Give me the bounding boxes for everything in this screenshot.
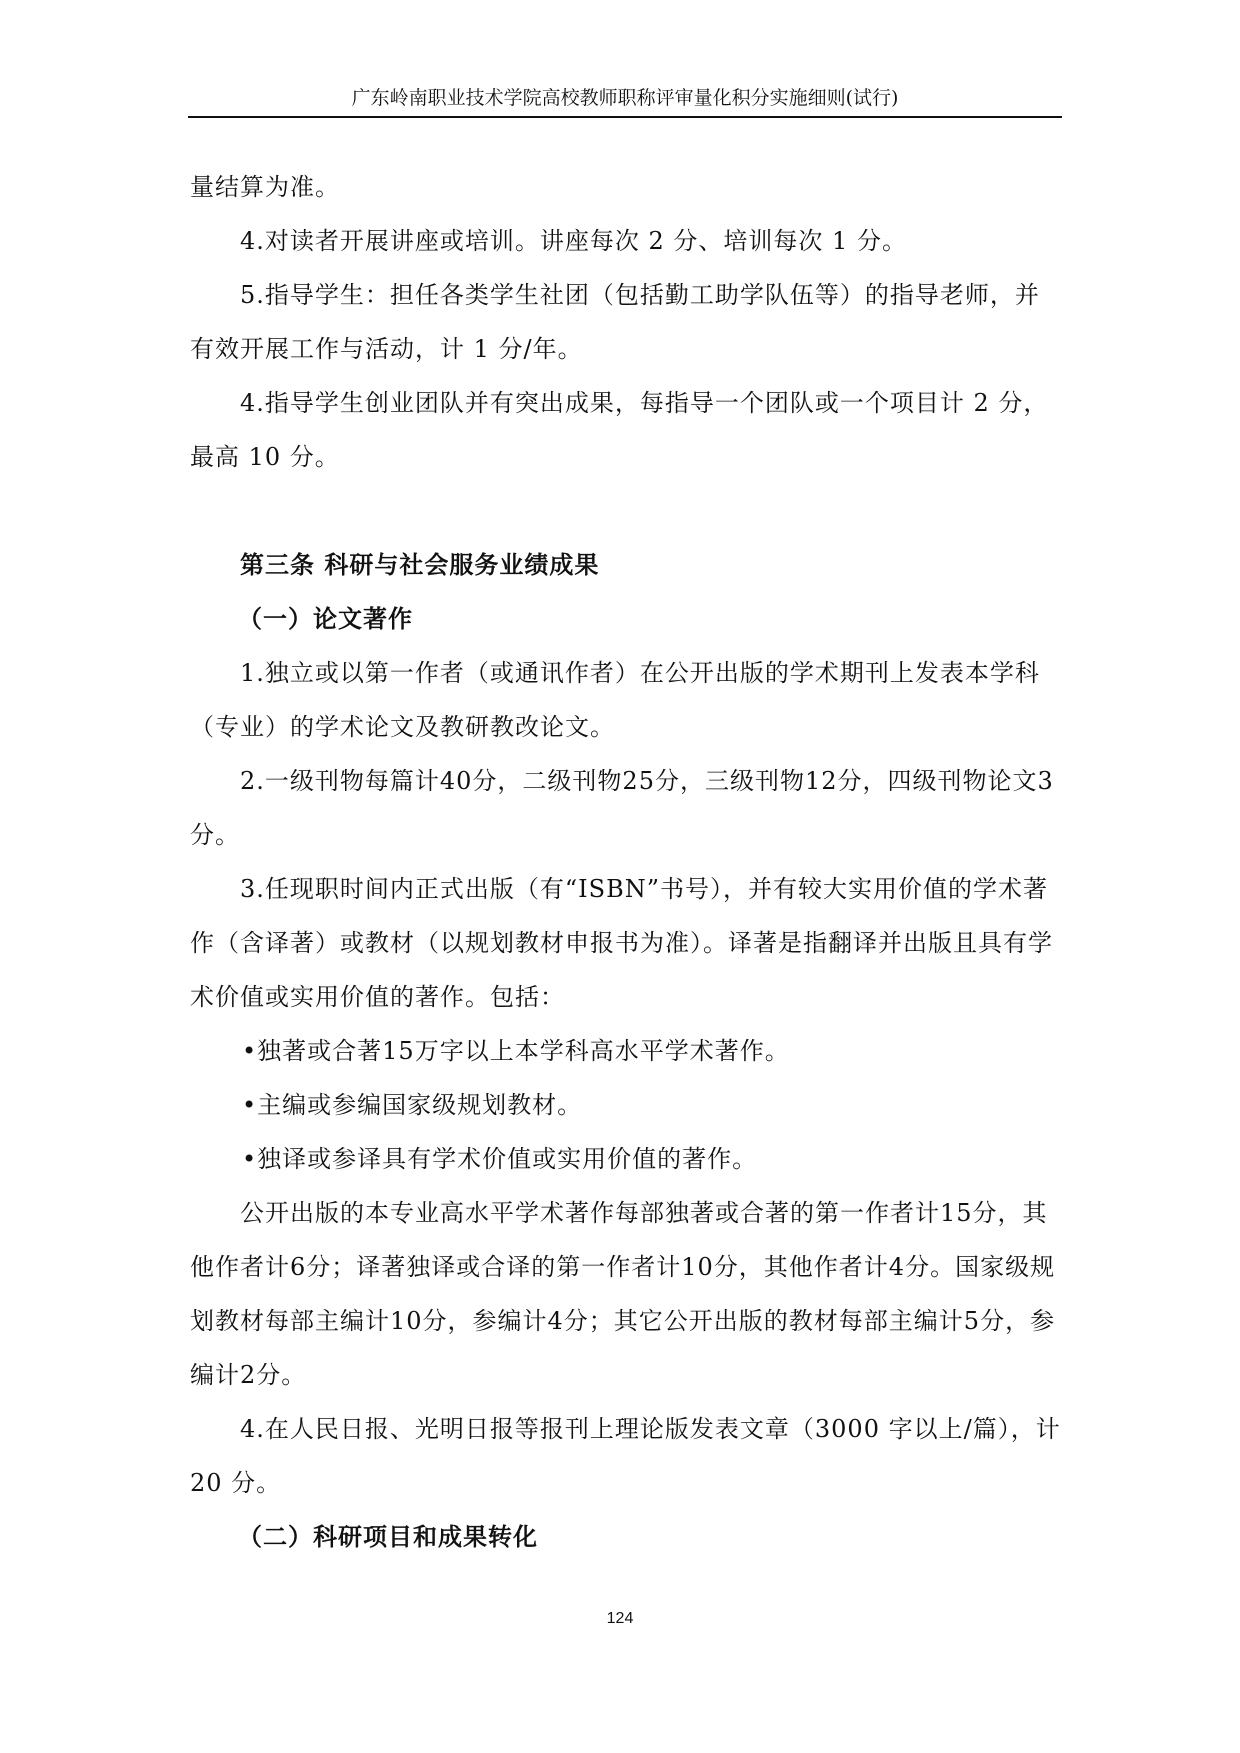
paragraph-book-scores-line3: 划教材每部主编计10分，参编计4分；其它公开出版的教材每部主编计5分，参 — [190, 1307, 1056, 1335]
article-heading: 第三条 科研与社会服务业绩成果 — [240, 550, 600, 579]
paragraph-books-line2: 作（含译著）或教材（以规划教材申报书为准）。译著是指翻译并出版且具有学 — [190, 929, 1053, 957]
bullet-item: •独著或合著15万字以上本学科高水平学术著作。 — [242, 1037, 790, 1065]
paragraph-startup-teams-line2: 最高 10 分。 — [190, 443, 340, 471]
paragraph-book-scores-line4: 编计2分。 — [190, 1361, 307, 1389]
header-rule — [188, 116, 1062, 118]
bullet-item: •主编或参编国家级规划教材。 — [242, 1091, 583, 1119]
paragraph-continuation: 量结算为准。 — [190, 173, 340, 201]
paragraph-journal-scores-line1: 2.一级刊物每篇计40分，二级刊物25分，三级刊物12分，四级刊物论文3 — [240, 767, 1054, 795]
paragraph-papers-line1: 1.独立或以第一作者（或通讯作者）在公开出版的学术期刊上发表本学科 — [240, 659, 1040, 687]
spacer — [190, 484, 1056, 538]
section-heading-research-projects: （二）科研项目和成果转化 — [238, 1522, 538, 1551]
paragraph-papers-line2: （专业）的学术论文及教研教改论文。 — [190, 713, 615, 741]
paragraph-newspaper-line1: 4.在人民日报、光明日报等报刊上理论版发表文章（3000 字以上/篇），计 — [240, 1415, 1061, 1443]
paragraph-lectures: 4.对读者开展讲座或培训。讲座每次 2 分、培训每次 1 分。 — [240, 227, 907, 255]
paragraph-book-scores-line1: 公开出版的本专业高水平学术著作每部独著或合著的第一作者计15分，其 — [240, 1199, 1048, 1227]
bullet-item: •独译或参译具有学术价值或实用价值的著作。 — [242, 1145, 758, 1173]
paragraph-book-scores-line2: 他作者计6分；译著独译或合译的第一作者计10分，其他作者计4分。国家级规 — [190, 1253, 1056, 1281]
paragraph-books-line3: 术价值或实用价值的著作。包括： — [190, 983, 565, 1011]
section-heading-papers: （一）论文著作 — [238, 604, 413, 633]
paragraph-journal-scores-line2: 分。 — [190, 821, 240, 849]
running-header: 广东岭南职业技术学院高校教师职称评审量化积分实施细则(试行) — [351, 87, 899, 109]
paragraph-guide-students-line1: 5.指导学生：担任各类学生社团（包括勤工助学队伍等）的指导老师，并 — [240, 281, 1040, 309]
paragraph-books-line1: 3.任现职时间内正式出版（有“ISBN”书号），并有较大实用价值的学术著 — [240, 875, 1048, 903]
paragraph-startup-teams-line1: 4.指导学生创业团队并有突出成果，每指导一个团队或一个项目计 2 分， — [240, 389, 1049, 417]
paragraph-newspaper-line2: 20 分。 — [190, 1469, 282, 1497]
paragraph-guide-students-line2: 有效开展工作与活动，计 1 分/年。 — [190, 335, 583, 363]
document-body — [190, 160, 1061, 1564]
page-number: 124 — [606, 1610, 634, 1627]
